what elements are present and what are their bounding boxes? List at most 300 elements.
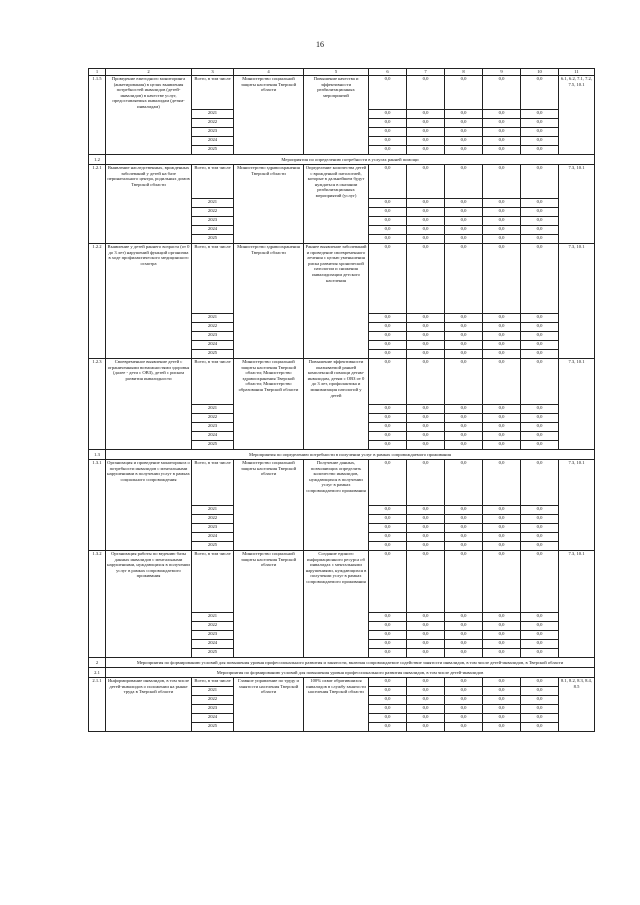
- funding-value: 0,0: [521, 622, 559, 631]
- funding-value: 0,0: [521, 551, 559, 613]
- funding-value: 0,0: [369, 137, 407, 146]
- header-cell: 2: [106, 69, 192, 76]
- funding-value: 0,0: [521, 460, 559, 506]
- funding-value: 0,0: [445, 506, 483, 515]
- funding-value: 0,0: [445, 226, 483, 235]
- measure-number: 1.2.2: [89, 244, 106, 359]
- executor: Министерство социальной защиты населения Тверской области: [234, 76, 304, 155]
- funding-value: 0,0: [483, 714, 521, 723]
- funding-value: 0,0: [445, 414, 483, 423]
- executor: Министерство социальной защиты населения Тверской области: [234, 460, 304, 551]
- funding-value: 0,0: [407, 359, 445, 405]
- funding-value: 0,0: [483, 460, 521, 506]
- funding-value: 0,0: [369, 649, 407, 658]
- funding-value: 0,0: [483, 244, 521, 314]
- funding-value: 0,0: [407, 649, 445, 658]
- funding-value: 0,0: [369, 524, 407, 533]
- funding-value: 0,0: [407, 332, 445, 341]
- funding-value: 0,0: [445, 332, 483, 341]
- funding-value: 0,0: [407, 687, 445, 696]
- funding-value: 0,0: [521, 631, 559, 640]
- funding-value: 0,0: [483, 350, 521, 359]
- item-row: [89, 244, 595, 314]
- funding-value: 0,0: [521, 199, 559, 208]
- year-cell: 2021: [192, 506, 234, 515]
- funding-value: 0,0: [445, 696, 483, 705]
- measure-number: 1.2.3: [89, 359, 106, 450]
- funding-value: 0,0: [521, 414, 559, 423]
- funding-value: 0,0: [445, 199, 483, 208]
- header-cell: 1: [89, 69, 106, 76]
- section-title: Мероприятия по формированию условий для повышения уровня профессионального развития инвалидов, в том числе детей-инвалидов: [106, 668, 595, 678]
- year-cell: 2024: [192, 640, 234, 649]
- funding-value: 0,0: [445, 146, 483, 155]
- funding-value: 0,0: [483, 631, 521, 640]
- funding-value: 0,0: [369, 460, 407, 506]
- funding-value: 0,0: [483, 76, 521, 110]
- funding-value: 0,0: [521, 542, 559, 551]
- funding-value: 0,0: [407, 613, 445, 622]
- funding-value: 0,0: [445, 432, 483, 441]
- funding-value: 0,0: [407, 76, 445, 110]
- funding-value: 0,0: [521, 533, 559, 542]
- funding-value: 0,0: [369, 146, 407, 155]
- funding-value: 0,0: [369, 723, 407, 732]
- funding-value: 0,0: [445, 542, 483, 551]
- funding-value: 0,0: [445, 613, 483, 622]
- year-cell: 2024: [192, 714, 234, 723]
- funding-value: 0,0: [407, 506, 445, 515]
- funding-value: 0,0: [369, 631, 407, 640]
- section-title: Мероприятия по определению потребности в услугах ранней помощи: [106, 155, 595, 165]
- funding-value: 0,0: [483, 613, 521, 622]
- funding-value: 0,0: [521, 235, 559, 244]
- funding-value: 0,0: [369, 217, 407, 226]
- funding-value: 0,0: [483, 405, 521, 414]
- measure-number: 1.3.2: [89, 551, 106, 658]
- year-cell: Всего, в том числе: [192, 359, 234, 405]
- funding-value: 0,0: [445, 723, 483, 732]
- funding-value: 0,0: [445, 128, 483, 137]
- funding-value: 0,0: [445, 705, 483, 714]
- funding-value: 0,0: [483, 323, 521, 332]
- measure-number: 1.3.1: [89, 460, 106, 551]
- funding-value: 0,0: [369, 687, 407, 696]
- funding-value: 0,0: [483, 137, 521, 146]
- funding-value: 0,0: [407, 110, 445, 119]
- header-cell: 11: [559, 69, 595, 76]
- funding-value: 0,0: [369, 208, 407, 217]
- funding-value: 0,0: [521, 146, 559, 155]
- expected-result: Повышение эффективности оказываемой ранней комплексной помощи детям-инвалидам, детям с ОВЗ от 0 до 3 лет, профилактика и минимизация патологий у детей: [304, 359, 369, 450]
- funding-value: 0,0: [407, 314, 445, 323]
- funding-value: 0,0: [407, 208, 445, 217]
- year-cell: 2021: [192, 687, 234, 696]
- year-cell: 2025: [192, 723, 234, 732]
- funding-value: 0,0: [445, 687, 483, 696]
- header-cell: 8: [445, 69, 483, 76]
- funding-value: 0,0: [483, 110, 521, 119]
- measure-number: 1.1.5: [89, 76, 106, 155]
- executor: Главное управление по труду и занятости населения Тверской области: [234, 678, 304, 732]
- funding-value: 0,0: [445, 165, 483, 199]
- funding-value: 0,0: [445, 622, 483, 631]
- funding-value: 0,0: [407, 705, 445, 714]
- funding-value: 0,0: [445, 678, 483, 687]
- funding-value: 0,0: [483, 515, 521, 524]
- funding-value: 0,0: [483, 217, 521, 226]
- funding-value: 0,0: [407, 631, 445, 640]
- year-cell: 2023: [192, 332, 234, 341]
- funding-value: 0,0: [369, 622, 407, 631]
- executor: Министерство социальной защиты населения Тверской области: [234, 551, 304, 658]
- year-cell: Всего, в том числе: [192, 165, 234, 199]
- funding-value: 0,0: [369, 119, 407, 128]
- year-cell: 2024: [192, 226, 234, 235]
- funding-value: 0,0: [407, 226, 445, 235]
- funding-value: 0,0: [369, 414, 407, 423]
- funding-value: 0,0: [483, 359, 521, 405]
- funding-value: 0,0: [521, 613, 559, 622]
- funding-value: 0,0: [407, 119, 445, 128]
- year-cell: 2023: [192, 423, 234, 432]
- program-measures-table: [88, 68, 595, 732]
- funding-value: 0,0: [407, 524, 445, 533]
- funding-value: 0,0: [521, 696, 559, 705]
- funding-value: 0,0: [369, 613, 407, 622]
- funding-value: 0,0: [483, 696, 521, 705]
- funding-value: 0,0: [369, 165, 407, 199]
- item-row: [89, 460, 595, 506]
- funding-value: 0,0: [483, 199, 521, 208]
- funding-value: 0,0: [483, 533, 521, 542]
- funding-value: 0,0: [407, 622, 445, 631]
- funding-value: 0,0: [521, 137, 559, 146]
- section-number: 1.3: [89, 450, 106, 460]
- funding-value: 0,0: [369, 515, 407, 524]
- measure-name: Выявление у детей раннего возраста (от 0 до 3 лет) нарушений функций организма в ходе профилактического медицинского осмотра: [106, 244, 192, 359]
- year-cell: Всего, в том числе: [192, 551, 234, 613]
- target-indicators: 7.3, 10.1: [559, 460, 595, 551]
- funding-value: 0,0: [521, 506, 559, 515]
- funding-value: 0,0: [445, 341, 483, 350]
- funding-value: 0,0: [483, 622, 521, 631]
- measure-name: Организация и проведение мониторинга о потребности инвалидов с ментальными нарушениями в получении услуг в рамках социального сопровождения: [106, 460, 192, 551]
- funding-value: 0,0: [407, 244, 445, 314]
- funding-value: 0,0: [407, 423, 445, 432]
- year-cell: 2022: [192, 696, 234, 705]
- funding-value: 0,0: [521, 165, 559, 199]
- section-row: [89, 450, 595, 460]
- funding-value: 0,0: [483, 649, 521, 658]
- year-cell: 2024: [192, 137, 234, 146]
- funding-value: 0,0: [521, 524, 559, 533]
- funding-value: 0,0: [521, 714, 559, 723]
- funding-value: 0,0: [483, 506, 521, 515]
- funding-value: 0,0: [445, 631, 483, 640]
- funding-value: 0,0: [521, 323, 559, 332]
- funding-value: 0,0: [445, 524, 483, 533]
- funding-value: 0,0: [483, 551, 521, 613]
- target-indicators: 7.3, 10.1: [559, 359, 595, 450]
- funding-value: 0,0: [483, 341, 521, 350]
- funding-value: 0,0: [445, 533, 483, 542]
- funding-value: 0,0: [445, 405, 483, 414]
- funding-value: 0,0: [445, 441, 483, 450]
- funding-value: 0,0: [445, 119, 483, 128]
- funding-value: 0,0: [445, 551, 483, 613]
- funding-value: 0,0: [445, 350, 483, 359]
- funding-value: 0,0: [407, 640, 445, 649]
- section-number: 2: [89, 658, 106, 668]
- expected-result: 100% охват обратившихся инвалидов в службу занятости населения Тверской области: [304, 678, 369, 732]
- funding-value: 0,0: [445, 314, 483, 323]
- section-title: Мероприятия по формированию условий для повышения уровня профессионального развития и занятости, включая сопровождаемое содействие занятости инвалидов, в том числе детей-инвалидов, в Тверской области: [106, 658, 595, 668]
- funding-value: 0,0: [521, 441, 559, 450]
- target-indicators: 8.1, 8.2, 8.3, 8.4, 8.5: [559, 678, 595, 732]
- funding-value: 0,0: [407, 350, 445, 359]
- funding-value: 0,0: [369, 640, 407, 649]
- funding-value: 0,0: [445, 110, 483, 119]
- funding-value: 0,0: [521, 217, 559, 226]
- section-row: [89, 658, 595, 668]
- header-cell: 3: [192, 69, 234, 76]
- header-cell: 5: [304, 69, 369, 76]
- year-cell: 2023: [192, 705, 234, 714]
- funding-value: 0,0: [483, 332, 521, 341]
- section-number: 1.2: [89, 155, 106, 165]
- expected-result: Создание единого информационного ресурса об инвалидах с ментальными нарушениями, нуждающихся в получении услуг в рамках сопровождаемого проживания: [304, 551, 369, 658]
- item-row: [89, 165, 595, 199]
- year-cell: 2021: [192, 110, 234, 119]
- funding-value: 0,0: [407, 441, 445, 450]
- year-cell: 2024: [192, 432, 234, 441]
- funding-value: 0,0: [369, 244, 407, 314]
- funding-value: 0,0: [407, 551, 445, 613]
- year-cell: Всего, в том числе: [192, 244, 234, 314]
- year-cell: 2021: [192, 405, 234, 414]
- item-row: [89, 678, 595, 687]
- year-cell: 2025: [192, 350, 234, 359]
- measure-name: Выявление наследственных, врожденных заболеваний у детей на базе перинатального центра, родильных домов Тверской области: [106, 165, 192, 244]
- funding-value: 0,0: [407, 542, 445, 551]
- funding-value: 0,0: [407, 128, 445, 137]
- executor: Министерство социальной защиты населения Тверской области; Министерство здравоохранения Тверской области; Министерство образования Тверской области: [234, 359, 304, 450]
- measure-name: Информирование инвалидов, в том числе детей-инвалидов о положении на рынке труда в Тверской области: [106, 678, 192, 732]
- funding-value: 0,0: [407, 714, 445, 723]
- header-cell: 10: [521, 69, 559, 76]
- year-cell: 2022: [192, 119, 234, 128]
- page-number: 16: [316, 40, 324, 49]
- funding-value: 0,0: [369, 199, 407, 208]
- funding-value: 0,0: [369, 533, 407, 542]
- funding-value: 0,0: [369, 551, 407, 613]
- funding-value: 0,0: [521, 723, 559, 732]
- funding-value: 0,0: [445, 714, 483, 723]
- expected-result: Раннее выявление заболеваний и проведение своевременного лечения с целью уменьшения риска развития хронической патологии и снижения инвалидизации детского населения: [304, 244, 369, 359]
- measure-name: Проведение ежегодного мониторинга (анкетирования) в целях выявления потребностей инвалидов (детей-инвалидов) в качестве услуг, предоставляемых инвалидам (детям-инвалидам): [106, 76, 192, 155]
- funding-value: 0,0: [483, 314, 521, 323]
- funding-value: 0,0: [521, 119, 559, 128]
- funding-value: 0,0: [483, 640, 521, 649]
- year-cell: Всего, в том числе: [192, 76, 234, 110]
- funding-value: 0,0: [483, 441, 521, 450]
- funding-value: 0,0: [445, 323, 483, 332]
- funding-value: 0,0: [407, 165, 445, 199]
- funding-value: 0,0: [521, 649, 559, 658]
- funding-value: 0,0: [521, 76, 559, 110]
- funding-value: 0,0: [445, 460, 483, 506]
- measure-name: Своевременное выявление детей с ограниченными возможностями здоровья (далее - дети с ОВЗ), детей с риском развития инвалидности: [106, 359, 192, 450]
- funding-value: 0,0: [483, 524, 521, 533]
- year-cell: 2022: [192, 414, 234, 423]
- funding-value: 0,0: [483, 414, 521, 423]
- funding-value: 0,0: [445, 208, 483, 217]
- funding-value: 0,0: [407, 696, 445, 705]
- funding-value: 0,0: [521, 314, 559, 323]
- funding-value: 0,0: [483, 226, 521, 235]
- funding-value: 0,0: [369, 678, 407, 687]
- item-row: [89, 551, 595, 613]
- funding-value: 0,0: [407, 235, 445, 244]
- funding-value: 0,0: [369, 359, 407, 405]
- funding-value: 0,0: [483, 678, 521, 687]
- year-cell: 2024: [192, 533, 234, 542]
- funding-value: 0,0: [369, 323, 407, 332]
- funding-value: 0,0: [369, 76, 407, 110]
- header-cell: 9: [483, 69, 521, 76]
- funding-value: 0,0: [369, 110, 407, 119]
- funding-value: 0,0: [407, 199, 445, 208]
- funding-value: 0,0: [369, 441, 407, 450]
- expected-result: Определение количества детей с врожденной патологией, которые в дальнейшем будут нуждаться в оказании реабилитационных мероприятий (услуг): [304, 165, 369, 244]
- section-row: [89, 668, 595, 678]
- funding-value: 0,0: [369, 696, 407, 705]
- funding-value: 0,0: [445, 640, 483, 649]
- funding-value: 0,0: [369, 506, 407, 515]
- executor: Министерство здравоохранения Тверской области: [234, 244, 304, 359]
- measure-name: Организация работы по ведению базы данных инвалидов с ментальными нарушениями, нуждающихся в получении услуг в рамках сопровождаемого проживания: [106, 551, 192, 658]
- target-indicators: 7.3, 10.1: [559, 551, 595, 658]
- funding-value: 0,0: [369, 714, 407, 723]
- header-cell: 7: [407, 69, 445, 76]
- year-cell: 2025: [192, 649, 234, 658]
- funding-value: 0,0: [445, 76, 483, 110]
- funding-value: 0,0: [407, 723, 445, 732]
- funding-value: 0,0: [521, 423, 559, 432]
- section-title: Мероприятия по определению потребности в получении услуг в рамках сопровождаемого проживания: [106, 450, 595, 460]
- funding-value: 0,0: [521, 110, 559, 119]
- funding-value: 0,0: [369, 350, 407, 359]
- funding-value: 0,0: [483, 542, 521, 551]
- funding-value: 0,0: [521, 405, 559, 414]
- funding-value: 0,0: [369, 542, 407, 551]
- funding-value: 0,0: [483, 146, 521, 155]
- funding-value: 0,0: [483, 208, 521, 217]
- header-cell: 6: [369, 69, 407, 76]
- funding-value: 0,0: [521, 640, 559, 649]
- funding-value: 0,0: [521, 341, 559, 350]
- funding-value: 0,0: [483, 128, 521, 137]
- funding-value: 0,0: [445, 235, 483, 244]
- funding-value: 0,0: [407, 405, 445, 414]
- funding-value: 0,0: [521, 350, 559, 359]
- funding-value: 0,0: [407, 323, 445, 332]
- year-cell: 2021: [192, 314, 234, 323]
- funding-value: 0,0: [445, 137, 483, 146]
- target-indicators: 6.1, 6.2, 7.1, 7.2, 7.5, 10.1: [559, 76, 595, 155]
- funding-value: 0,0: [407, 533, 445, 542]
- measure-number: 2.1.1: [89, 678, 106, 732]
- funding-value: 0,0: [445, 423, 483, 432]
- expected-result: Повышение качества и эффективности реабилитационных мероприятий: [304, 76, 369, 155]
- year-cell: 2025: [192, 441, 234, 450]
- funding-value: 0,0: [521, 432, 559, 441]
- funding-value: 0,0: [483, 423, 521, 432]
- funding-value: 0,0: [407, 137, 445, 146]
- item-row: [89, 359, 595, 405]
- funding-value: 0,0: [407, 146, 445, 155]
- year-cell: Всего, в том числе: [192, 678, 234, 687]
- year-cell: 2023: [192, 524, 234, 533]
- year-cell: 2021: [192, 199, 234, 208]
- year-cell: 2022: [192, 622, 234, 631]
- funding-value: 0,0: [483, 119, 521, 128]
- funding-value: 0,0: [369, 332, 407, 341]
- expected-result: Получение данных, позволяющих определить количество инвалидов, нуждающихся в получении услуг в рамках сопровождаемого проживания: [304, 460, 369, 551]
- funding-value: 0,0: [521, 705, 559, 714]
- funding-value: 0,0: [407, 460, 445, 506]
- year-cell: 2023: [192, 631, 234, 640]
- funding-value: 0,0: [445, 649, 483, 658]
- year-cell: 2025: [192, 542, 234, 551]
- funding-value: 0,0: [483, 723, 521, 732]
- year-cell: 2023: [192, 217, 234, 226]
- funding-value: 0,0: [445, 515, 483, 524]
- funding-value: 0,0: [445, 217, 483, 226]
- funding-value: 0,0: [521, 687, 559, 696]
- funding-value: 0,0: [369, 341, 407, 350]
- funding-value: 0,0: [521, 359, 559, 405]
- funding-value: 0,0: [407, 341, 445, 350]
- item-row: [89, 76, 595, 110]
- funding-value: 0,0: [483, 235, 521, 244]
- funding-value: 0,0: [483, 687, 521, 696]
- year-cell: 2024: [192, 341, 234, 350]
- funding-value: 0,0: [369, 405, 407, 414]
- funding-value: 0,0: [521, 332, 559, 341]
- funding-value: 0,0: [483, 165, 521, 199]
- header-row: [89, 69, 595, 76]
- funding-value: 0,0: [407, 678, 445, 687]
- funding-value: 0,0: [407, 432, 445, 441]
- funding-value: 0,0: [369, 423, 407, 432]
- year-cell: 2021: [192, 613, 234, 622]
- funding-value: 0,0: [483, 705, 521, 714]
- funding-value: 0,0: [407, 217, 445, 226]
- funding-value: 0,0: [521, 244, 559, 314]
- funding-value: 0,0: [483, 432, 521, 441]
- funding-value: 0,0: [445, 244, 483, 314]
- funding-value: 0,0: [521, 128, 559, 137]
- funding-value: 0,0: [407, 414, 445, 423]
- funding-value: 0,0: [369, 128, 407, 137]
- funding-value: 0,0: [521, 678, 559, 687]
- target-indicators: 7.3, 10.1: [559, 244, 595, 359]
- year-cell: 2022: [192, 208, 234, 217]
- funding-value: 0,0: [445, 359, 483, 405]
- year-cell: 2022: [192, 323, 234, 332]
